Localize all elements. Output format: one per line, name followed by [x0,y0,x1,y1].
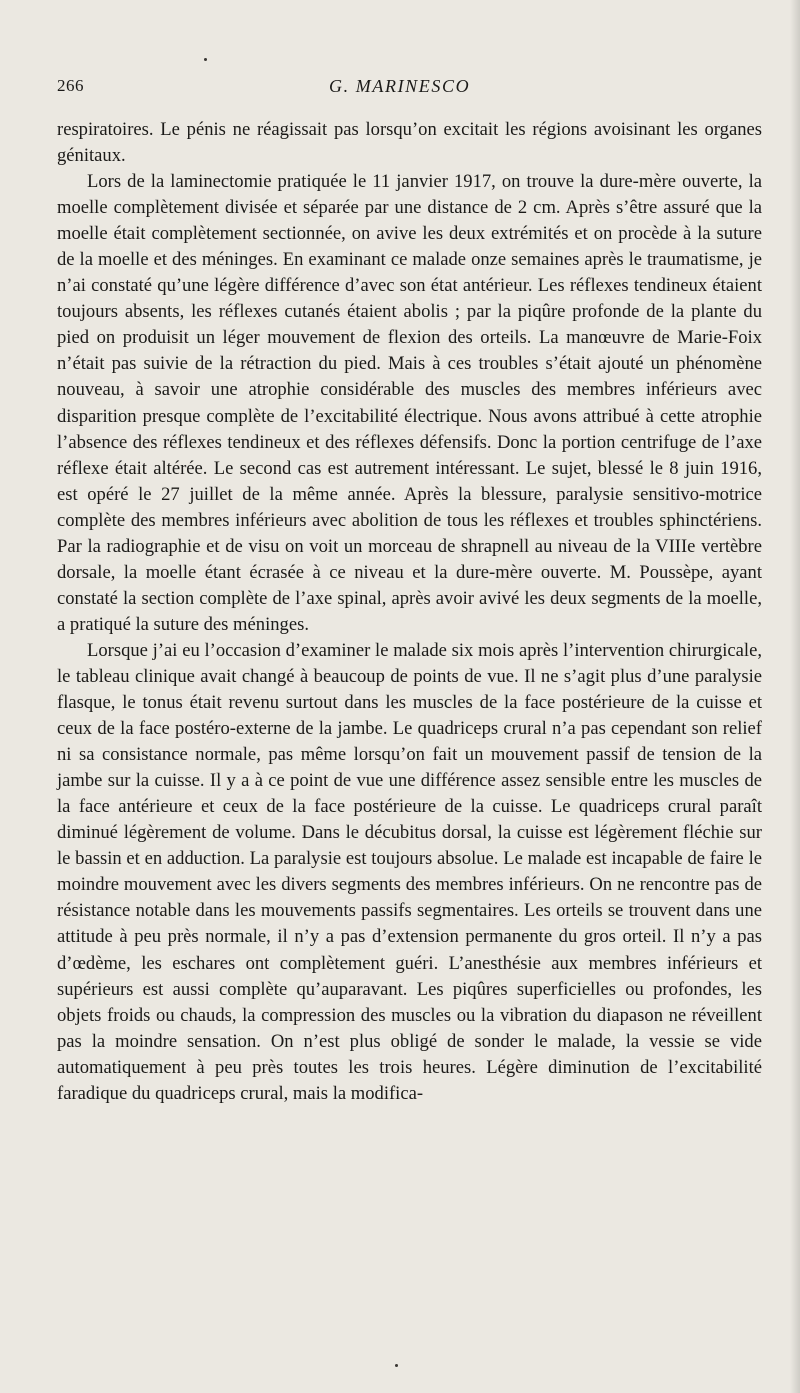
running-title: G. MARINESCO [329,76,471,96]
page-edge-shadow [790,0,800,1393]
paragraph-continuation: respiratoires. Le pénis ne réagissait pas lorsqu’on excitait les régions avoisinant les organes génitaux. [57,119,762,167]
paragraph-examination: Lorsque j’ai eu l’occasion d’examiner le malade six mois après l’intervention chirurgicale, le tableau clinique avait changé à beaucoup de points de vue. Il ne s’agit plus d’une paralysie flasque, le tonus était revenu surtout dans les muscles de la face postérieure de la cuisse et ceux de la face postéro-externe de la jambe. Le quadriceps crural n’a pas cependant son relief ni sa consistance normale, pas même lorsqu’on fait un mouvement passif de tension de la jambe sur la cuisse. Il y a à ce point de vue une différence assez sensible entre les muscles de la face antérieure et ceux de la face postérieure de la cuisse. Le quadriceps crural paraît diminué légèrement de volume. Dans le décubitus dorsal, la cuisse est légèrement fléchie sur le bassin et en adduction. La paralysie est toujours absolue. Le malade est incapable de faire le moindre mouvement avec les divers segments des membres inférieurs. On ne rencontre pas de résistance notable dans les mouvements passifs segmentaires. Les orteils se trouvent dans une attitude à peu près normale, il n’y a pas d’extension permanente du gros orteil. Il n’y a pas d’œdème, les eschares ont complètement guéri. L’anesthésie aux membres inférieurs et supérieurs est aussi complète qu’auparavant. Les piqûres superficielles ou profondes, les objets froids ou chauds, la compression des muscles ou la vibration du diapason ne réveillent pas la moindre sensation. On n’est plus obligé de sonder le malade, la vessie se vide automatiquement à peu près toutes les trois heures. Légère diminution de l’excitabilité faradique du quadriceps crural, mais la modifica- [57,639,762,1104]
body-text [57,117,762,1107]
running-header [57,76,763,100]
paragraph-laminectomy: Lors de la laminectomie pratiquée le 11 janvier 1917, on trouve la dure-mère ouverte, la moelle complètement divisée et séparée par une distance de 2 cm. Après s’être assuré que la moelle était complètement sectionnée, on avive les deux extrémités et on procède à la suture de la moelle et des méninges. En examinant ce malade onze semaines après le traumatisme, je n’ai constaté qu’une légère différence d’avec son état antérieur. Les réflexes tendineux étaient toujours absents, les réflexes cutanés étaient abolis ; par la piqûre profonde de la plante du pied on produisit un léger mouvement de flexion des orteils. La manœuvre de Marie-Foix n’était pas suivie de la rétraction du pied. Mais à ces troubles s’était ajouté un phénomène nouveau, à savoir une atrophie considérable des muscles des membres inférieurs avec disparition presque complète de l’excitabilité électrique. Nous avons attribué à cette atrophie l’absence des réflexes tendineux et des réflexes défensifs. Donc la portion centrifuge de l’axe réflexe était altérée. Le second cas est autrement intéressant. Le sujet, blessé le 8 juin 1916, est opéré le 27 juillet de la même année. Après la blessure, paralysie sensitivo-motrice complète des membres inférieurs avec abolition de tous les réflexes et troubles sphinctériens. Par la radiographie et de visu on voit un morceau de shrapnell au niveau de la VIIIe vertèbre dorsale, la moelle étant écrasée à ce niveau et la dure-mère ouverte. M. Poussèpe, ayant constaté la section complète de l’axe spinal, après avoir avivé les deux segments de la moelle, a pratiqué la suture des méninges. [57,171,762,635]
print-speck [204,58,207,61]
print-speck [395,1364,398,1367]
page-number: 266 [57,76,84,95]
